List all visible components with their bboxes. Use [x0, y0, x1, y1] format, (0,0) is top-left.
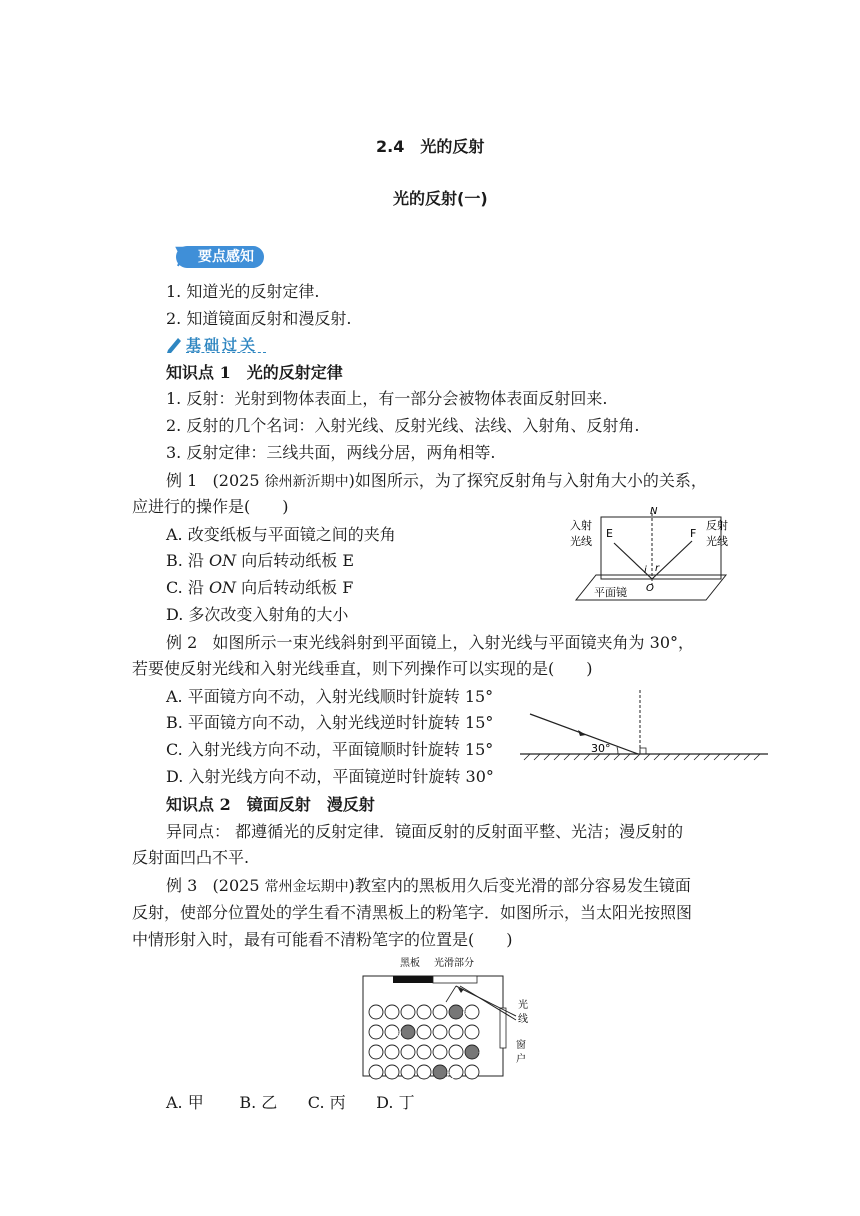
seat-circle	[401, 1005, 415, 1019]
label-incident-2: 光线	[570, 535, 592, 548]
ex3-source-open: (2025	[212, 876, 260, 895]
ex2-label: 例 2	[166, 633, 198, 652]
kp1-title: 知识点 1 光的反射定律	[166, 363, 343, 382]
seat-circle	[401, 1065, 415, 1079]
ex3-stem-b: 反射，使部分位置处的学生看不清黑板上的粉笔字．如图所示，当太阳光按照图	[132, 903, 693, 922]
mirror-30deg-figure	[520, 688, 770, 768]
ex2-stem-a: 如图所示一束光线斜射到平面镜上，入射光线与平面镜夹角为 30°，	[212, 633, 694, 652]
label-reflect-1: 反射	[706, 519, 728, 532]
right-angle-mark	[640, 748, 646, 754]
kp1-item-3: 3. 反射定律：三线共面，两线分居，两角相等.	[166, 443, 496, 462]
blackboard	[393, 976, 433, 983]
ex2-stem-b: 若要使反射光线和入射光线垂直，则下列操作可以实现的是( )	[132, 659, 593, 678]
seat-circle	[401, 1045, 415, 1059]
ex1-option-c-prefix: C. 沿	[166, 578, 209, 597]
ex1-option-a-text: A. 改变纸板与平面镜之间的夹角	[166, 525, 396, 544]
seat-circle	[417, 1045, 431, 1059]
kp2-text-a: 异同点： 都遵循光的反射定律．镜面反射的反射面平整、光洁；漫反射的	[166, 822, 684, 841]
ex1-stem-a: )如图所示，为了探究反射角与入射角大小的关系，	[348, 471, 707, 490]
label-window-1: 窗	[516, 1040, 526, 1051]
seat-circle	[465, 1045, 479, 1059]
ex2-option-b: B. 平面镜方向不动，入射光线逆时针旋转 15°	[166, 713, 494, 732]
ex1-option-c-suffix: 向后转动纸板 F	[236, 578, 354, 597]
label-mirror: 平面镜	[594, 586, 627, 599]
label-light-1: 光	[518, 1000, 528, 1011]
ex3-stem-c: 中情形射入时，最有可能看不清粉笔字的位置是( )	[132, 930, 513, 949]
seat-circle	[449, 1005, 463, 1019]
ex1-option-c	[166, 578, 353, 598]
seat-circle	[465, 1025, 479, 1039]
ex1-label: 例 1	[166, 471, 198, 490]
ex2-option-c: C. 入射光线方向不动，平面镜顺时针旋转 15°	[166, 740, 494, 759]
ex1-stem-b: 应进行的操作是( )	[132, 497, 289, 516]
label-O: O	[646, 583, 654, 594]
seat-circle	[369, 1045, 383, 1059]
seat-circle	[465, 1065, 479, 1079]
label-E: E	[606, 527, 613, 540]
pencil-icon	[164, 334, 184, 354]
kp2-title: 知识点 2 镜面反射 漫反射	[166, 795, 375, 814]
seat-circle	[385, 1005, 399, 1019]
ex2-option-a: A. 平面镜方向不动，入射光线顺时针旋转 15°	[166, 687, 494, 706]
subtitle: 光的反射(一)	[393, 189, 488, 208]
angle-label: 30°	[591, 742, 611, 755]
key-points-badge: 要点感知	[176, 246, 264, 268]
key-point-2: 2. 知道镜面反射和漫反射.	[166, 309, 352, 328]
label-blackboard: 黑板	[400, 958, 420, 969]
seat-circle	[449, 1025, 463, 1039]
ex1-source: 徐州新沂期中	[264, 474, 349, 490]
label-r: r	[655, 563, 660, 574]
ex1-stem-line1	[166, 471, 707, 492]
key-point-1: 1. 知道光的反射定律.	[166, 282, 320, 301]
seat-circle	[433, 1025, 447, 1039]
seat-circle	[417, 1065, 431, 1079]
seat-label-jia: 甲	[394, 1031, 402, 1040]
ex1-option-b	[166, 551, 354, 571]
ray-arrow	[578, 730, 586, 736]
kp1-item-1: 1. 反射：光射到物体表面上，有一部分会被物体表面反射回来.	[166, 389, 608, 408]
seat-circle	[385, 1045, 399, 1059]
reflected-ray	[446, 986, 456, 1002]
ex2-option-d: D. 入射光线方向不动，平面镜逆时针旋转 30°	[166, 767, 494, 786]
seat-circle	[433, 1045, 447, 1059]
ex3-option-a: A. 甲	[166, 1093, 204, 1112]
ex1-option-b-prefix: B. 沿	[166, 551, 210, 570]
light-arrow	[458, 988, 464, 993]
seat-label-bing: 丙	[462, 1009, 470, 1018]
seat-circle	[401, 1025, 415, 1039]
ex3-options	[166, 1093, 415, 1113]
angle-arc	[617, 747, 618, 754]
classroom-wall	[363, 976, 503, 1076]
seat-label-yi: 乙	[446, 1071, 454, 1080]
ex3-source: 常州金坛期中	[264, 879, 349, 895]
label-reflect-2: 光线	[706, 535, 728, 548]
seat-circle	[449, 1045, 463, 1059]
seat-circle	[417, 1025, 431, 1039]
label-F: F	[690, 527, 697, 540]
ex3-option-b: B. 乙	[239, 1093, 278, 1112]
label-i: i	[644, 565, 647, 576]
basics-underline	[186, 352, 266, 353]
seat-circle	[433, 1065, 447, 1079]
label-window-2: 户	[516, 1054, 526, 1065]
ex1-option-b-italic: ON	[209, 551, 237, 570]
ex1-source-open: (2025	[212, 471, 260, 490]
label-incident-1: 入射	[570, 519, 592, 532]
seat-circle	[369, 1065, 383, 1079]
seat-label-ding: 丁	[478, 1051, 486, 1060]
label-light-2: 线	[518, 1014, 528, 1025]
ex3-option-d: D. 丁	[376, 1093, 415, 1112]
basics-badge: 基础过关	[186, 336, 259, 354]
ex2-stem-line1	[166, 633, 694, 653]
ex1-option-a	[166, 525, 396, 545]
smooth-part	[433, 976, 477, 983]
seat-circle	[417, 1005, 431, 1019]
kp2-text-b: 反射面凹凸不平.	[132, 848, 250, 867]
ex1-option-d	[166, 605, 348, 625]
label-smooth: 光滑部分	[434, 958, 474, 969]
ex1-option-d-text: D. 多次改变入射角的大小	[166, 605, 349, 624]
section-title: 2.4 光的反射	[376, 137, 485, 156]
mirror-hatching	[524, 754, 760, 760]
ex3-stem-a: )教室内的黑板用久后变光滑的部分容易发生镜面	[348, 876, 691, 895]
ex3-option-c: C. 丙	[307, 1093, 346, 1112]
label-N: N	[650, 506, 658, 517]
ex3-label: 例 3	[166, 876, 198, 895]
seat-circle	[385, 1065, 399, 1079]
window	[500, 1008, 506, 1048]
seat-circle	[369, 1005, 383, 1019]
ex1-option-b-suffix: 向后转动纸板 E	[236, 551, 355, 570]
classroom-figure	[360, 952, 540, 1080]
seat-circle	[433, 1005, 447, 1019]
ex1-option-c-italic: ON	[208, 578, 237, 597]
ex3-stem-line1	[166, 876, 691, 897]
seat-circle	[369, 1025, 383, 1039]
reflection-law-figure	[566, 505, 736, 605]
kp1-item-2: 2. 反射的几个名词：入射光线、反射光线、法线、入射角、反射角.	[166, 416, 640, 435]
